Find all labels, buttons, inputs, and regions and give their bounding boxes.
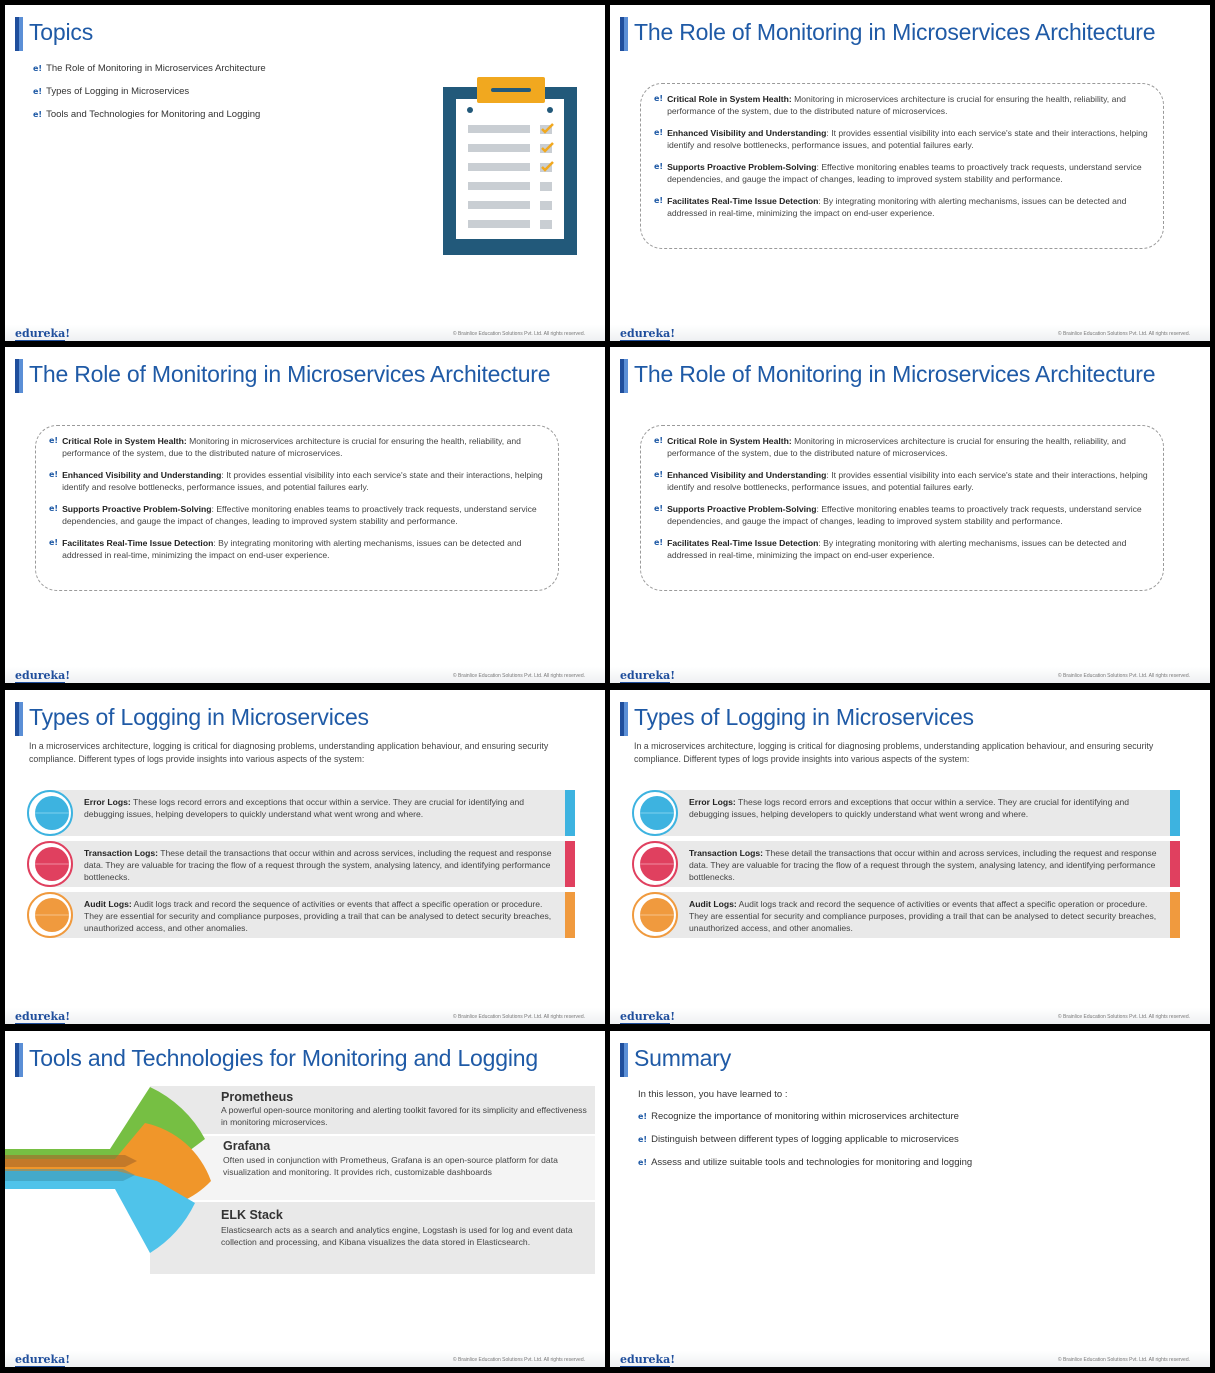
title-accent-bar: [620, 1043, 628, 1077]
edureka-logo: edureka!: [620, 1353, 676, 1366]
edureka-bullet-icon: e!: [654, 538, 664, 547]
edureka-bullet-icon: e!: [49, 470, 59, 479]
edureka-bullet-icon: e!: [638, 1112, 648, 1121]
slide-topics: [5, 5, 605, 341]
edureka-logo: edureka!: [15, 1353, 71, 1366]
list-item: e! Critical Role in System Health: Monitoring in microservices architecture is crucial for ensuring the health, reliability, and performance of the system, due to the distributed nature of microservices.: [654, 94, 1126, 116]
copyright-text: © Brainlice Education Solutions Pvt. Ltd. All rights reserved.: [452, 1014, 585, 1020]
title-accent-bar: [620, 359, 628, 393]
intro-text: In a microservices architecture, logging is critical for diagnosing problems, understanding application behaviour, and ensuring security compliance. Different types of logs provide insights into various aspects of the system:: [634, 741, 1154, 764]
clipboard-checklist-icon: [443, 73, 577, 255]
slide-summary: [610, 1031, 1210, 1367]
list-item: e! Critical Role in System Health: Monitoring in microservices architecture is crucial for ensuring the health, reliability, and performance of the system, due to the distributed nature of microservices.: [654, 436, 1126, 458]
slide-role-of-monitoring: [5, 347, 605, 683]
log-row-audit: Audit Logs: Audit logs track and record the sequence of activities or events that affect a specific operation or procedure. They are essential for security and compliance purposes, providing a trail that can be analysed to detect security breaches, unauthorized access, and other anomalies.: [47, 892, 567, 938]
tool-desc: Often used in conjunction with Prometheus, Grafana is an open-source platform for data visualization and monitoring. It provides rich, customizable dashboards: [223, 1155, 558, 1177]
list-item: e! Enhanced Visibility and Understanding: It provides essential visibility into each service's state and their interactions, helping identify and resolve bottlenecks, performance issues, and potential failures early.: [49, 470, 543, 492]
list-item: e! Facilitates Real-Time Issue Detection: By integrating monitoring with alerting mechanisms, issues can be detected and addressed in real-time, minimizing the impact on end-user experience.: [654, 538, 1127, 560]
list-item: e! Facilitates Real-Time Issue Detection: By integrating monitoring with alerting mechanisms, issues can be detected and addressed in real-time, minimizing the impact on end-user experience.: [49, 538, 522, 560]
slide-title: Topics: [29, 19, 93, 45]
copyright-text: © Brainlice Education Solutions Pvt. Ltd. All rights reserved.: [452, 673, 585, 679]
title-accent-bar: [15, 1043, 23, 1077]
title-accent-bar: [15, 359, 23, 393]
list-item: e! The Role of Monitoring in Microservices Architecture: [33, 63, 266, 74]
log-row-transaction: Transaction Logs: These detail the transactions that occur within and across services, including the request and response data. They are valuable for tracing the flow of a request through the system, analysing latency, and identifying performance bottlenecks.: [652, 841, 1172, 887]
slide-title: The Role of Monitoring in Microservices Architecture: [634, 361, 1156, 387]
list-item: e! Assess and utilize suitable tools and technologies for monitoring and logging: [638, 1157, 973, 1168]
copyright-text: © Brainlice Education Solutions Pvt. Ltd. All rights reserved.: [1057, 673, 1190, 679]
slide-footer: [5, 1351, 605, 1367]
edureka-bullet-icon: e!: [33, 110, 43, 119]
tool-desc: Elasticsearch acts as a search and analytics engine, Logstash is used for log and event data collection and processing, and Kibana visualizes the data stored in Elasticsearch.: [221, 1225, 573, 1247]
copyright-text: © Brainlice Education Solutions Pvt. Ltd. All rights reserved.: [452, 331, 585, 337]
tool-desc: A powerful open-source monitoring and alerting toolkit favored for its simplicity and effectiveness in monitoring microservices.: [221, 1105, 587, 1127]
copyright-text: © Brainlice Education Solutions Pvt. Ltd. All rights reserved.: [452, 1357, 585, 1363]
list-item: e! Supports Proactive Problem-Solving: Effective monitoring enables teams to proactively track requests, understand service dependencies, and gauge the impact of changes, leading to improved system stability and performance.: [654, 504, 1142, 526]
list-item: e! Enhanced Visibility and Understanding: It provides essential visibility into each service's state and their interactions, helping identify and resolve bottlenecks, performance issues, and potential failures early.: [654, 470, 1148, 492]
audit-logs-circle-icon: [632, 892, 678, 938]
edureka-logo: edureka!: [620, 669, 676, 682]
summary-intro: In this lesson, you have learned to :: [638, 1089, 788, 1100]
list-item: e! Tools and Technologies for Monitoring and Logging: [33, 109, 261, 120]
slide-footer: [610, 325, 1210, 341]
log-row-error: Error Logs: These logs record errors and exceptions that occur within a service. They are crucial for identifying and debugging issues, helping developers to quickly understand what went wrong and where.: [47, 790, 567, 836]
role-list: [49, 435, 549, 571]
edureka-bullet-icon: e!: [654, 436, 664, 445]
list-item: e! Types of Logging in Microservices: [33, 86, 190, 97]
edureka-logo: edureka!: [620, 327, 676, 340]
log-row-error: Error Logs: These logs record errors and exceptions that occur within a service. They are crucial for identifying and debugging issues, helping developers to quickly understand what went wrong and where.: [652, 790, 1172, 836]
edureka-bullet-icon: e!: [654, 128, 664, 137]
slide-footer: [5, 325, 605, 341]
slide-role-of-monitoring: [610, 5, 1210, 341]
edureka-bullet-icon: e!: [49, 538, 59, 547]
error-logs-circle-icon: [27, 790, 73, 836]
edureka-logo: edureka!: [15, 327, 71, 340]
copyright-text: © Brainlice Education Solutions Pvt. Ltd. All rights reserved.: [1057, 331, 1190, 337]
title-accent-bar: [620, 702, 628, 736]
role-list: [654, 93, 1154, 229]
edureka-bullet-icon: e!: [654, 504, 664, 513]
list-item: e! Recognize the importance of monitoring within microservices architecture: [638, 1111, 959, 1122]
slide-footer: [5, 1008, 605, 1024]
edureka-bullet-icon: e!: [654, 196, 664, 205]
summary-list: [638, 1111, 972, 1180]
list-item: e! Facilitates Real-Time Issue Detection: By integrating monitoring with alerting mechanisms, issues can be detected and addressed in real-time, minimizing the impact on end-user experience.: [654, 196, 1127, 218]
slide-types-of-logging: [610, 690, 1210, 1024]
edureka-bullet-icon: e!: [49, 436, 59, 445]
slide-footer: [610, 1351, 1210, 1367]
edureka-bullet-icon: e!: [654, 162, 664, 171]
slide-title: Types of Logging in Microservices: [29, 704, 369, 730]
edureka-logo: edureka!: [15, 1010, 71, 1023]
copyright-text: © Brainlice Education Solutions Pvt. Ltd. All rights reserved.: [1057, 1357, 1190, 1363]
intro-text: In a microservices architecture, logging is critical for diagnosing problems, understanding application behaviour, and ensuring security compliance. Different types of logs provide insights into various aspects of the system:: [29, 741, 549, 764]
list-item: e! Enhanced Visibility and Understanding: It provides essential visibility into each service's state and their interactions, helping identify and resolve bottlenecks, performance issues, and potential failures early.: [654, 128, 1148, 150]
slide-role-of-monitoring: [610, 347, 1210, 683]
slide-title: Summary: [634, 1045, 732, 1071]
funnel-fan-graphic: [5, 1083, 215, 1255]
transaction-logs-circle-icon: [27, 841, 73, 887]
list-item: e! Distinguish between different types of logging applicable to microservices: [638, 1134, 959, 1145]
copyright-text: © Brainlice Education Solutions Pvt. Ltd. All rights reserved.: [1057, 1014, 1190, 1020]
list-item: e! Critical Role in System Health: Monitoring in microservices architecture is crucial for ensuring the health, reliability, and performance of the system, due to the distributed nature of microservices.: [49, 436, 521, 458]
slide-types-of-logging: [5, 690, 605, 1024]
edureka-bullet-icon: e!: [49, 504, 59, 513]
list-item: e! Supports Proactive Problem-Solving: Effective monitoring enables teams to proactively track requests, understand service dependencies, and gauge the impact of changes, leading to improved system stability and performance.: [654, 162, 1142, 184]
tool-name: ELK Stack: [221, 1208, 283, 1222]
slide-footer: [5, 667, 605, 683]
log-row-audit: Audit Logs: Audit logs track and record the sequence of activities or events that affect a specific operation or procedure. They are essential for security and compliance purposes, providing a trail that can be analysed to detect security breaches, unauthorized access, and other anomalies.: [652, 892, 1172, 938]
edureka-logo: edureka!: [15, 669, 71, 682]
edureka-bullet-icon: e!: [654, 470, 664, 479]
edureka-bullet-icon: e!: [33, 64, 43, 73]
edureka-bullet-icon: e!: [638, 1158, 648, 1167]
title-accent-bar: [620, 17, 628, 51]
slide-title: The Role of Monitoring in Microservices Architecture: [29, 361, 551, 387]
audit-logs-circle-icon: [27, 892, 73, 938]
list-item: e! Supports Proactive Problem-Solving: Effective monitoring enables teams to proactively track requests, understand service dependencies, and gauge the impact of changes, leading to improved system stability and performance.: [49, 504, 537, 526]
tool-name: Grafana: [223, 1139, 271, 1153]
slide-footer: [610, 1008, 1210, 1024]
topics-list: [33, 63, 266, 132]
transaction-logs-circle-icon: [632, 841, 678, 887]
tool-name: Prometheus: [221, 1090, 294, 1104]
slide-title: Types of Logging in Microservices: [634, 704, 974, 730]
edureka-bullet-icon: e!: [654, 94, 664, 103]
error-logs-circle-icon: [632, 790, 678, 836]
slide-title: Tools and Technologies for Monitoring and Logging: [29, 1045, 538, 1071]
slide-tools: [5, 1031, 605, 1367]
edureka-logo: edureka!: [620, 1010, 676, 1023]
edureka-bullet-icon: e!: [638, 1135, 648, 1144]
log-row-transaction: Transaction Logs: These detail the transactions that occur within and across services, including the request and response data. They are valuable for tracing the flow of a request through the system, analysing latency, and identifying performance bottlenecks.: [47, 841, 567, 887]
slide-title: The Role of Monitoring in Microservices Architecture: [634, 19, 1156, 45]
edureka-bullet-icon: e!: [33, 87, 43, 96]
role-list: [654, 435, 1154, 571]
title-accent-bar: [15, 17, 23, 51]
title-accent-bar: [15, 702, 23, 736]
slide-footer: [610, 667, 1210, 683]
